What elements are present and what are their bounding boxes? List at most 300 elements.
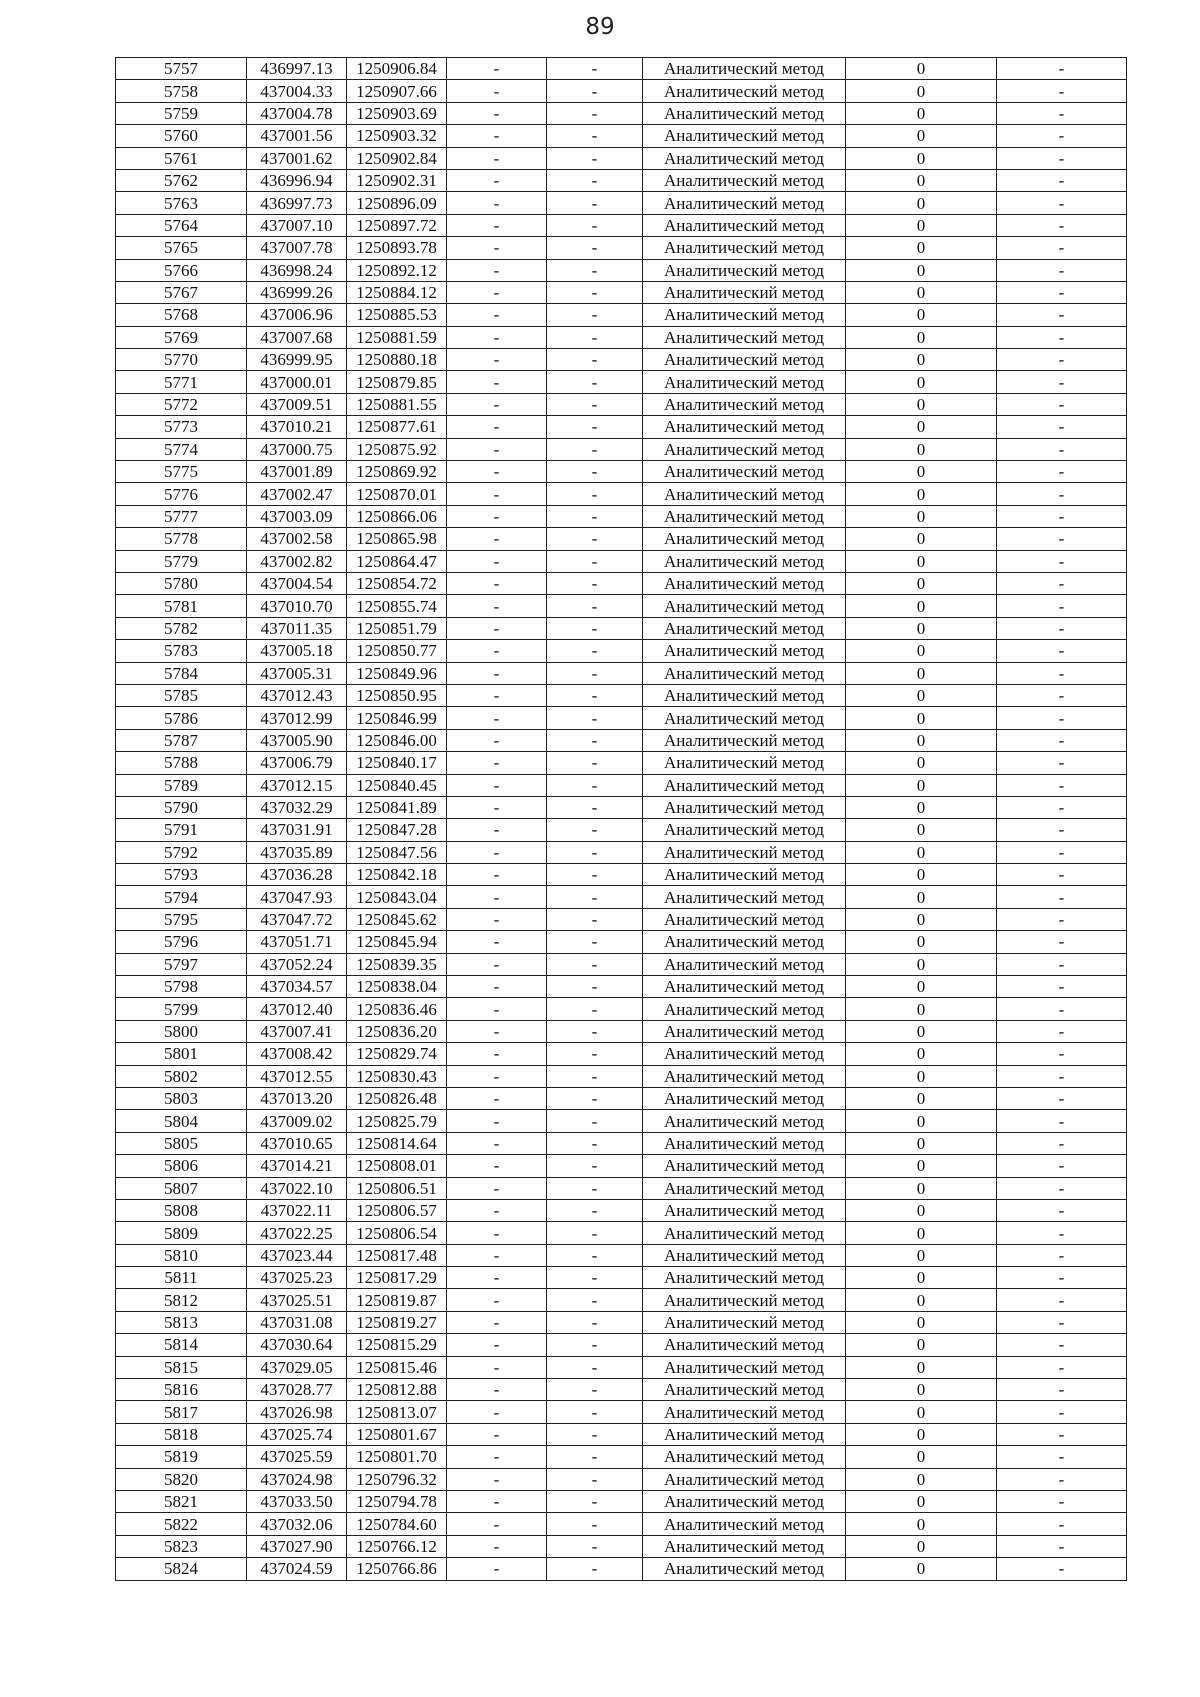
x-coordinate-cell: 437024.98 — [247, 1468, 347, 1490]
dash-cell: - — [447, 1513, 547, 1535]
dash-cell: - — [997, 58, 1127, 80]
point-number-cell: 5788 — [116, 752, 247, 774]
dash-cell: - — [997, 192, 1127, 214]
dash-cell: - — [997, 1065, 1127, 1087]
dash-cell: - — [997, 461, 1127, 483]
point-number-cell: 5802 — [116, 1065, 247, 1087]
dash-cell: - — [997, 1558, 1127, 1580]
x-coordinate-cell: 437031.08 — [247, 1311, 347, 1333]
table-row — [116, 147, 1127, 169]
method-cell: Аналитический метод — [643, 886, 846, 908]
dash-cell: - — [447, 1177, 547, 1199]
method-cell: Аналитический метод — [643, 1267, 846, 1289]
point-number-cell: 5763 — [116, 192, 247, 214]
dash-cell: - — [997, 1177, 1127, 1199]
point-number-cell: 5781 — [116, 595, 247, 617]
method-cell: Аналитический метод — [643, 1513, 846, 1535]
x-coordinate-cell: 437012.99 — [247, 707, 347, 729]
dash-cell: - — [547, 1311, 643, 1333]
dash-cell: - — [547, 58, 643, 80]
y-coordinate-cell: 1250907.66 — [347, 80, 447, 102]
table-row — [116, 640, 1127, 662]
y-coordinate-cell: 1250830.43 — [347, 1065, 447, 1087]
accuracy-cell: 0 — [846, 976, 997, 998]
accuracy-cell: 0 — [846, 1468, 997, 1490]
accuracy-cell: 0 — [846, 931, 997, 953]
dash-cell: - — [447, 1423, 547, 1445]
x-coordinate-cell: 437007.68 — [247, 326, 347, 348]
point-number-cell: 5816 — [116, 1379, 247, 1401]
dash-cell: - — [997, 1267, 1127, 1289]
dash-cell: - — [447, 976, 547, 998]
method-cell: Аналитический метод — [643, 640, 846, 662]
dash-cell: - — [447, 169, 547, 191]
dash-cell: - — [997, 505, 1127, 527]
x-coordinate-cell: 437029.05 — [247, 1356, 347, 1378]
method-cell: Аналитический метод — [643, 58, 846, 80]
point-number-cell: 5789 — [116, 774, 247, 796]
dash-cell: - — [447, 58, 547, 80]
y-coordinate-cell: 1250877.61 — [347, 416, 447, 438]
dash-cell: - — [447, 192, 547, 214]
table-row — [116, 1199, 1127, 1221]
dash-cell: - — [447, 1199, 547, 1221]
dash-cell: - — [997, 908, 1127, 930]
dash-cell: - — [547, 1177, 643, 1199]
y-coordinate-cell: 1250850.95 — [347, 684, 447, 706]
point-number-cell: 5774 — [116, 438, 247, 460]
dash-cell: - — [997, 393, 1127, 415]
accuracy-cell: 0 — [846, 684, 997, 706]
table-row — [116, 1222, 1127, 1244]
table-row — [116, 1311, 1127, 1333]
x-coordinate-cell: 437006.96 — [247, 304, 347, 326]
y-coordinate-cell: 1250841.89 — [347, 796, 447, 818]
x-coordinate-cell: 437034.57 — [247, 976, 347, 998]
point-number-cell: 5811 — [116, 1267, 247, 1289]
method-cell: Аналитический метод — [643, 1334, 846, 1356]
accuracy-cell: 0 — [846, 304, 997, 326]
accuracy-cell: 0 — [846, 1535, 997, 1557]
x-coordinate-cell: 437012.40 — [247, 998, 347, 1020]
table-row — [116, 349, 1127, 371]
method-cell: Аналитический метод — [643, 1401, 846, 1423]
x-coordinate-cell: 437032.29 — [247, 796, 347, 818]
dash-cell: - — [447, 102, 547, 124]
dash-cell: - — [547, 1043, 643, 1065]
point-number-cell: 5784 — [116, 662, 247, 684]
table-row — [116, 752, 1127, 774]
point-number-cell: 5767 — [116, 281, 247, 303]
point-number-cell: 5809 — [116, 1222, 247, 1244]
dash-cell: - — [447, 125, 547, 147]
y-coordinate-cell: 1250801.67 — [347, 1423, 447, 1445]
method-cell: Аналитический метод — [643, 528, 846, 550]
dash-cell: - — [997, 729, 1127, 751]
y-coordinate-cell: 1250866.06 — [347, 505, 447, 527]
dash-cell: - — [447, 1244, 547, 1266]
x-coordinate-cell: 437007.10 — [247, 214, 347, 236]
table-row — [116, 259, 1127, 281]
y-coordinate-cell: 1250808.01 — [347, 1155, 447, 1177]
point-number-cell: 5821 — [116, 1491, 247, 1513]
method-cell: Аналитический метод — [643, 864, 846, 886]
accuracy-cell: 0 — [846, 864, 997, 886]
point-number-cell: 5786 — [116, 707, 247, 729]
point-number-cell: 5790 — [116, 796, 247, 818]
dash-cell: - — [447, 1155, 547, 1177]
x-coordinate-cell: 436999.26 — [247, 281, 347, 303]
method-cell: Аналитический метод — [643, 707, 846, 729]
dash-cell: - — [997, 1020, 1127, 1042]
dash-cell: - — [547, 1513, 643, 1535]
x-coordinate-cell: 437009.02 — [247, 1110, 347, 1132]
accuracy-cell: 0 — [846, 58, 997, 80]
x-coordinate-cell: 437014.21 — [247, 1155, 347, 1177]
point-number-cell: 5824 — [116, 1558, 247, 1580]
dash-cell: - — [447, 1065, 547, 1087]
table-row — [116, 796, 1127, 818]
dash-cell: - — [547, 774, 643, 796]
point-number-cell: 5804 — [116, 1110, 247, 1132]
dash-cell: - — [447, 886, 547, 908]
dash-cell: - — [997, 304, 1127, 326]
table-row — [116, 1244, 1127, 1266]
method-cell: Аналитический метод — [643, 102, 846, 124]
x-coordinate-cell: 436999.95 — [247, 349, 347, 371]
dash-cell: - — [997, 886, 1127, 908]
dash-cell: - — [547, 80, 643, 102]
dash-cell: - — [447, 1110, 547, 1132]
point-number-cell: 5765 — [116, 237, 247, 259]
accuracy-cell: 0 — [846, 1110, 997, 1132]
dash-cell: - — [447, 1468, 547, 1490]
dash-cell: - — [997, 214, 1127, 236]
accuracy-cell: 0 — [846, 841, 997, 863]
dash-cell: - — [547, 662, 643, 684]
method-cell: Аналитический метод — [643, 214, 846, 236]
dash-cell: - — [447, 237, 547, 259]
point-number-cell: 5779 — [116, 550, 247, 572]
table-row — [116, 1356, 1127, 1378]
method-cell: Аналитический метод — [643, 349, 846, 371]
table-row — [116, 483, 1127, 505]
point-number-cell: 5764 — [116, 214, 247, 236]
point-number-cell: 5813 — [116, 1311, 247, 1333]
dash-cell: - — [447, 1043, 547, 1065]
point-number-cell: 5815 — [116, 1356, 247, 1378]
y-coordinate-cell: 1250845.62 — [347, 908, 447, 930]
dash-cell: - — [997, 1379, 1127, 1401]
y-coordinate-cell: 1250840.45 — [347, 774, 447, 796]
dash-cell: - — [547, 1334, 643, 1356]
y-coordinate-cell: 1250838.04 — [347, 976, 447, 998]
dash-cell: - — [547, 416, 643, 438]
accuracy-cell: 0 — [846, 886, 997, 908]
point-number-cell: 5808 — [116, 1199, 247, 1221]
point-number-cell: 5793 — [116, 864, 247, 886]
method-cell: Аналитический метод — [643, 483, 846, 505]
accuracy-cell: 0 — [846, 528, 997, 550]
x-coordinate-cell: 437026.98 — [247, 1401, 347, 1423]
dash-cell: - — [997, 102, 1127, 124]
table-row — [116, 371, 1127, 393]
dash-cell: - — [447, 819, 547, 841]
x-coordinate-cell: 437001.56 — [247, 125, 347, 147]
point-number-cell: 5806 — [116, 1155, 247, 1177]
point-number-cell: 5771 — [116, 371, 247, 393]
dash-cell: - — [997, 796, 1127, 818]
dash-cell: - — [447, 707, 547, 729]
y-coordinate-cell: 1250870.01 — [347, 483, 447, 505]
dash-cell: - — [547, 304, 643, 326]
y-coordinate-cell: 1250794.78 — [347, 1491, 447, 1513]
table-row — [116, 1401, 1127, 1423]
dash-cell: - — [547, 684, 643, 706]
accuracy-cell: 0 — [846, 1244, 997, 1266]
dash-cell: - — [547, 326, 643, 348]
table-row — [116, 1334, 1127, 1356]
dash-cell: - — [997, 1535, 1127, 1557]
point-number-cell: 5800 — [116, 1020, 247, 1042]
table-row — [116, 572, 1127, 594]
dash-cell: - — [447, 259, 547, 281]
table-row — [116, 102, 1127, 124]
dash-cell: - — [547, 1199, 643, 1221]
accuracy-cell: 0 — [846, 125, 997, 147]
method-cell: Аналитический метод — [643, 752, 846, 774]
y-coordinate-cell: 1250854.72 — [347, 572, 447, 594]
table-row — [116, 192, 1127, 214]
method-cell: Аналитический метод — [643, 550, 846, 572]
y-coordinate-cell: 1250829.74 — [347, 1043, 447, 1065]
dash-cell: - — [447, 1379, 547, 1401]
x-coordinate-cell: 437027.90 — [247, 1535, 347, 1557]
method-cell: Аналитический метод — [643, 1177, 846, 1199]
dash-cell: - — [997, 774, 1127, 796]
table-row — [116, 528, 1127, 550]
dash-cell: - — [547, 1379, 643, 1401]
dash-cell: - — [997, 572, 1127, 594]
dash-cell: - — [447, 572, 547, 594]
x-coordinate-cell: 437035.89 — [247, 841, 347, 863]
y-coordinate-cell: 1250885.53 — [347, 304, 447, 326]
point-number-cell: 5782 — [116, 617, 247, 639]
dash-cell: - — [547, 1558, 643, 1580]
dash-cell: - — [997, 931, 1127, 953]
dash-cell: - — [997, 1356, 1127, 1378]
table-row — [116, 1491, 1127, 1513]
point-number-cell: 5801 — [116, 1043, 247, 1065]
x-coordinate-cell: 437022.25 — [247, 1222, 347, 1244]
dash-cell: - — [997, 707, 1127, 729]
point-number-cell: 5791 — [116, 819, 247, 841]
accuracy-cell: 0 — [846, 371, 997, 393]
accuracy-cell: 0 — [846, 214, 997, 236]
accuracy-cell: 0 — [846, 953, 997, 975]
dash-cell: - — [447, 662, 547, 684]
x-coordinate-cell: 436998.24 — [247, 259, 347, 281]
dash-cell: - — [547, 550, 643, 572]
accuracy-cell: 0 — [846, 169, 997, 191]
table-row — [116, 819, 1127, 841]
x-coordinate-cell: 437011.35 — [247, 617, 347, 639]
accuracy-cell: 0 — [846, 349, 997, 371]
accuracy-cell: 0 — [846, 1334, 997, 1356]
page-number: 89 — [585, 14, 615, 40]
table-row — [116, 684, 1127, 706]
point-number-cell: 5803 — [116, 1087, 247, 1109]
point-number-cell: 5798 — [116, 976, 247, 998]
dash-cell: - — [447, 684, 547, 706]
dash-cell: - — [997, 371, 1127, 393]
y-coordinate-cell: 1250884.12 — [347, 281, 447, 303]
x-coordinate-cell: 437000.01 — [247, 371, 347, 393]
y-coordinate-cell: 1250847.56 — [347, 841, 447, 863]
table-row — [116, 461, 1127, 483]
x-coordinate-cell: 437005.31 — [247, 662, 347, 684]
dash-cell: - — [447, 1356, 547, 1378]
method-cell: Аналитический метод — [643, 304, 846, 326]
dash-cell: - — [997, 550, 1127, 572]
point-number-cell: 5757 — [116, 58, 247, 80]
y-coordinate-cell: 1250806.51 — [347, 1177, 447, 1199]
y-coordinate-cell: 1250845.94 — [347, 931, 447, 953]
method-cell: Аналитический метод — [643, 438, 846, 460]
x-coordinate-cell: 436997.13 — [247, 58, 347, 80]
dash-cell: - — [447, 953, 547, 975]
point-number-cell: 5780 — [116, 572, 247, 594]
accuracy-cell: 0 — [846, 1177, 997, 1199]
point-number-cell: 5773 — [116, 416, 247, 438]
y-coordinate-cell: 1250879.85 — [347, 371, 447, 393]
x-coordinate-cell: 437010.65 — [247, 1132, 347, 1154]
x-coordinate-cell: 437002.58 — [247, 528, 347, 550]
dash-cell: - — [447, 461, 547, 483]
dash-cell: - — [447, 774, 547, 796]
dash-cell: - — [997, 528, 1127, 550]
method-cell: Аналитический метод — [643, 976, 846, 998]
dash-cell: - — [447, 438, 547, 460]
y-coordinate-cell: 1250903.69 — [347, 102, 447, 124]
method-cell: Аналитический метод — [643, 416, 846, 438]
dash-cell: - — [547, 595, 643, 617]
dash-cell: - — [997, 864, 1127, 886]
dash-cell: - — [447, 640, 547, 662]
dash-cell: - — [447, 505, 547, 527]
table-row — [116, 1379, 1127, 1401]
table-row — [116, 1132, 1127, 1154]
dash-cell: - — [547, 1468, 643, 1490]
dash-cell: - — [547, 1155, 643, 1177]
method-cell: Аналитический метод — [643, 1491, 846, 1513]
accuracy-cell: 0 — [846, 237, 997, 259]
y-coordinate-cell: 1250819.87 — [347, 1289, 447, 1311]
dash-cell: - — [547, 841, 643, 863]
dash-cell: - — [547, 528, 643, 550]
method-cell: Аналитический метод — [643, 1155, 846, 1177]
method-cell: Аналитический метод — [643, 1558, 846, 1580]
y-coordinate-cell: 1250875.92 — [347, 438, 447, 460]
point-number-cell: 5758 — [116, 80, 247, 102]
dash-cell: - — [547, 281, 643, 303]
dash-cell: - — [547, 998, 643, 1020]
dash-cell: - — [447, 1491, 547, 1513]
y-coordinate-cell: 1250815.29 — [347, 1334, 447, 1356]
accuracy-cell: 0 — [846, 752, 997, 774]
point-number-cell: 5810 — [116, 1244, 247, 1266]
accuracy-cell: 0 — [846, 326, 997, 348]
dash-cell: - — [997, 1311, 1127, 1333]
x-coordinate-cell: 437012.15 — [247, 774, 347, 796]
dash-cell: - — [997, 1334, 1127, 1356]
x-coordinate-cell: 437004.33 — [247, 80, 347, 102]
method-cell: Аналитический метод — [643, 169, 846, 191]
point-number-cell: 5759 — [116, 102, 247, 124]
x-coordinate-cell: 437025.74 — [247, 1423, 347, 1445]
dash-cell: - — [547, 1491, 643, 1513]
accuracy-cell: 0 — [846, 281, 997, 303]
x-coordinate-cell: 437022.11 — [247, 1199, 347, 1221]
point-number-cell: 5797 — [116, 953, 247, 975]
table-row — [116, 1513, 1127, 1535]
dash-cell: - — [447, 1087, 547, 1109]
dash-cell: - — [547, 1244, 643, 1266]
accuracy-cell: 0 — [846, 259, 997, 281]
accuracy-cell: 0 — [846, 461, 997, 483]
table-row — [116, 1423, 1127, 1445]
dash-cell: - — [997, 998, 1127, 1020]
point-number-cell: 5768 — [116, 304, 247, 326]
y-coordinate-cell: 1250817.29 — [347, 1267, 447, 1289]
dash-cell: - — [997, 259, 1127, 281]
dash-cell: - — [447, 998, 547, 1020]
method-cell: Аналитический метод — [643, 1043, 846, 1065]
point-number-cell: 5769 — [116, 326, 247, 348]
x-coordinate-cell: 437025.51 — [247, 1289, 347, 1311]
dash-cell: - — [447, 864, 547, 886]
method-cell: Аналитический метод — [643, 1110, 846, 1132]
method-cell: Аналитический метод — [643, 1423, 846, 1445]
dash-cell: - — [547, 729, 643, 751]
dash-cell: - — [547, 125, 643, 147]
x-coordinate-cell: 437024.59 — [247, 1558, 347, 1580]
dash-cell: - — [547, 192, 643, 214]
dash-cell: - — [447, 550, 547, 572]
dash-cell: - — [547, 796, 643, 818]
accuracy-cell: 0 — [846, 550, 997, 572]
table-row — [116, 976, 1127, 998]
dash-cell: - — [997, 326, 1127, 348]
x-coordinate-cell: 437047.72 — [247, 908, 347, 930]
y-coordinate-cell: 1250855.74 — [347, 595, 447, 617]
point-number-cell: 5819 — [116, 1446, 247, 1468]
y-coordinate-cell: 1250843.04 — [347, 886, 447, 908]
method-cell: Аналитический метод — [643, 796, 846, 818]
y-coordinate-cell: 1250897.72 — [347, 214, 447, 236]
method-cell: Аналитический метод — [643, 662, 846, 684]
dash-cell: - — [547, 1289, 643, 1311]
y-coordinate-cell: 1250836.20 — [347, 1020, 447, 1042]
dash-cell: - — [997, 125, 1127, 147]
y-coordinate-cell: 1250902.31 — [347, 169, 447, 191]
dash-cell: - — [547, 1446, 643, 1468]
x-coordinate-cell: 437025.23 — [247, 1267, 347, 1289]
dash-cell: - — [997, 483, 1127, 505]
dash-cell: - — [997, 1199, 1127, 1221]
y-coordinate-cell: 1250813.07 — [347, 1401, 447, 1423]
x-coordinate-cell: 436997.73 — [247, 192, 347, 214]
